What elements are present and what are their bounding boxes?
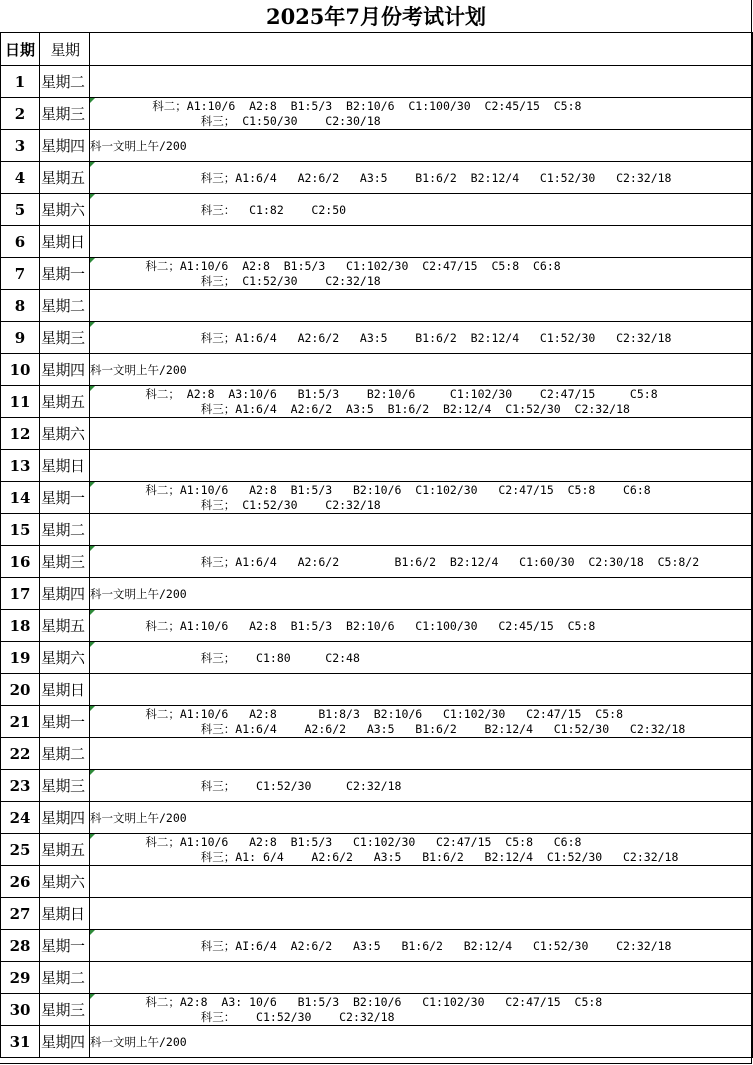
- weekday-cell[interactable]: 星期三: [40, 994, 90, 1026]
- plan-line: 科三； C1:52/30 C2:32/18: [90, 497, 381, 512]
- plan-cell[interactable]: [90, 386, 753, 418]
- table-row: [1, 290, 753, 322]
- weekday-cell[interactable]: 星期三: [40, 98, 90, 130]
- plan-cell[interactable]: [90, 290, 753, 322]
- plan-line: 科三；A1: 6/4 A2:6/2 A3:5 B1:6/2 B2:12/4 C1:52/30 C2:32/18: [90, 849, 679, 864]
- table-row: [1, 386, 753, 418]
- plan-cell[interactable]: [90, 418, 753, 450]
- plan-line: 科二；A2:8 A3: 10/6 B1:5/3 B2:10/6 C1:102/30 C2:47/15 C5:8: [90, 994, 603, 1009]
- plan-cell[interactable]: [90, 610, 753, 642]
- date-cell[interactable]: 3: [1, 130, 40, 162]
- plan-cell[interactable]: [90, 450, 753, 482]
- plan-cell[interactable]: [90, 802, 753, 834]
- plan-line: 科三： C1:82 C2:50: [90, 202, 347, 217]
- date-cell[interactable]: 22: [1, 738, 40, 770]
- plan-line: 科三；AI:6/4 A2:6/2 A3:5 B1:6/2 B2:12/4 C1:52/30 C2:32/18: [90, 938, 672, 953]
- plan-cell[interactable]: [90, 706, 753, 738]
- plan-line: 科二；A1:10/6 A2:8 B1:5/3 B2:10/6 C1:100/30 C2:45/15 C5:8: [90, 618, 596, 633]
- plan-cell[interactable]: [90, 130, 753, 162]
- table-row: [1, 322, 753, 354]
- plan-line: 科二；A1:10/6 A2:8 B1:5/3 B2:10/6 C1:100/30 C2:45/15 C5:8: [90, 98, 582, 113]
- comment-marker-icon: [90, 482, 95, 487]
- table-row: [1, 258, 753, 290]
- table-row: [1, 930, 753, 962]
- comment-marker-icon: [90, 834, 95, 839]
- comment-marker-icon: [90, 770, 95, 775]
- date-cell[interactable]: 5: [1, 194, 40, 226]
- date-cell[interactable]: 17: [1, 578, 40, 610]
- weekday-cell[interactable]: 星期日: [40, 898, 90, 930]
- weekday-cell[interactable]: 星期二: [40, 66, 90, 98]
- plan-cell[interactable]: [90, 642, 753, 674]
- weekday-cell[interactable]: 星期二: [40, 290, 90, 322]
- weekday-cell[interactable]: 星期二: [40, 514, 90, 546]
- date-cell[interactable]: 23: [1, 770, 40, 802]
- plan-line: 科一文明上午/200: [90, 810, 187, 825]
- table-row: [1, 834, 753, 866]
- plan-cell[interactable]: [90, 98, 753, 130]
- table-row: [1, 482, 753, 514]
- weekday-cell[interactable]: 星期二: [40, 962, 90, 994]
- plan-cell[interactable]: [90, 1026, 753, 1058]
- plan-cell[interactable]: [90, 962, 753, 994]
- schedule-table: [0, 32, 753, 1058]
- date-cell[interactable]: 27: [1, 898, 40, 930]
- date-cell[interactable]: 30: [1, 994, 40, 1026]
- page-title: 2025年7月份考试计划: [0, 0, 752, 33]
- table-row: [1, 994, 753, 1026]
- table-row: [1, 802, 753, 834]
- date-cell[interactable]: 14: [1, 482, 40, 514]
- date-cell[interactable]: 13: [1, 450, 40, 482]
- schedule-table-body: [1, 33, 753, 1058]
- comment-marker-icon: [90, 162, 95, 167]
- date-cell[interactable]: 31: [1, 1026, 40, 1058]
- date-cell[interactable]: 7: [1, 258, 40, 290]
- weekday-cell[interactable]: 星期一: [40, 482, 90, 514]
- table-row: [1, 706, 753, 738]
- table-row: [1, 610, 753, 642]
- date-cell[interactable]: 1: [1, 66, 40, 98]
- date-cell[interactable]: 18: [1, 610, 40, 642]
- date-cell[interactable]: 10: [1, 354, 40, 386]
- weekday-cell[interactable]: 星期六: [40, 194, 90, 226]
- comment-marker-icon: [90, 706, 95, 711]
- weekday-cell[interactable]: 星期一: [40, 706, 90, 738]
- plan-line: 科三；A1:6/4 A2:6/2 A3:5 B1:6/2 B2:12/4 C1:52/30 C2:32/18: [90, 401, 630, 416]
- table-row: [1, 450, 753, 482]
- plan-line: 科一文明上午/200: [90, 362, 187, 377]
- date-cell[interactable]: 2: [1, 98, 40, 130]
- header-plan[interactable]: [90, 33, 753, 66]
- weekday-cell[interactable]: 星期日: [40, 674, 90, 706]
- plan-cell[interactable]: [90, 322, 753, 354]
- comment-marker-icon: [90, 546, 95, 551]
- table-row: [1, 866, 753, 898]
- date-cell[interactable]: 24: [1, 802, 40, 834]
- plan-line: 科一文明上午/200: [90, 1034, 187, 1049]
- table-row: [1, 130, 753, 162]
- comment-marker-icon: [90, 386, 95, 391]
- comment-marker-icon: [90, 610, 95, 615]
- weekday-cell[interactable]: 星期三: [40, 546, 90, 578]
- plan-line: 科三；A1:6/4 A2:6/2 A3:5 B1:6/2 B2:12/4 C1:52/30 C2:32/18: [90, 170, 672, 185]
- table-row: [1, 514, 753, 546]
- table-row: [1, 674, 753, 706]
- comment-marker-icon: [90, 98, 95, 103]
- weekday-cell[interactable]: 星期五: [40, 386, 90, 418]
- table-row: [1, 418, 753, 450]
- plan-line: 科二；A1:10/6 A2:8 B1:5/3 B2:10/6 C1:102/30 C2:47/15 C5:8 C6:8: [90, 482, 651, 497]
- table-row: [1, 642, 753, 674]
- weekday-cell[interactable]: 星期三: [40, 322, 90, 354]
- weekday-cell[interactable]: 星期一: [40, 930, 90, 962]
- plan-line: 科一文明上午/200: [90, 138, 187, 153]
- weekday-cell[interactable]: 星期二: [40, 738, 90, 770]
- date-cell[interactable]: 26: [1, 866, 40, 898]
- weekday-cell[interactable]: 星期六: [40, 642, 90, 674]
- plan-cell[interactable]: [90, 482, 753, 514]
- comment-marker-icon: [90, 994, 95, 999]
- plan-line: 科二；A1:10/6 A2:8 B1:5/3 C1:102/30 C2:47/15 C5:8 C6:8: [90, 834, 582, 849]
- date-cell[interactable]: 20: [1, 674, 40, 706]
- date-cell[interactable]: 19: [1, 642, 40, 674]
- header-weekday[interactable]: 星期: [40, 33, 90, 66]
- plan-line: 科三；A1:6/4 A2:6/2 B1:6/2 B2:12/4 C1:60/30 C2:30/18 C5:8/2: [90, 554, 700, 569]
- date-cell[interactable]: 15: [1, 514, 40, 546]
- plan-cell[interactable]: [90, 354, 753, 386]
- plan-cell[interactable]: [90, 546, 753, 578]
- date-cell[interactable]: 9: [1, 322, 40, 354]
- plan-line: 科三； C1:50/30 C2:30/18: [90, 113, 381, 128]
- table-row: [1, 770, 753, 802]
- plan-cell[interactable]: [90, 898, 753, 930]
- table-row: [1, 898, 753, 930]
- table-row: [1, 578, 753, 610]
- comment-marker-icon: [90, 930, 95, 935]
- weekday-cell[interactable]: 星期四: [40, 578, 90, 610]
- plan-cell[interactable]: [90, 770, 753, 802]
- plan-line: 科二； A2:8 A3:10/6 B1:5/3 B2:10/6 C1:102/30 C2:47/15 C5:8: [90, 386, 658, 401]
- weekday-cell[interactable]: 星期五: [40, 834, 90, 866]
- header-row: [1, 33, 753, 66]
- header-date[interactable]: 日期: [1, 33, 40, 66]
- plan-cell[interactable]: [90, 514, 753, 546]
- weekday-cell[interactable]: 星期五: [40, 162, 90, 194]
- weekday-cell[interactable]: 星期六: [40, 866, 90, 898]
- table-row: [1, 354, 753, 386]
- table-row: [1, 194, 753, 226]
- weekday-cell[interactable]: 星期六: [40, 418, 90, 450]
- date-cell[interactable]: 29: [1, 962, 40, 994]
- weekday-cell[interactable]: 星期四: [40, 130, 90, 162]
- weekday-cell[interactable]: 星期日: [40, 450, 90, 482]
- plan-cell[interactable]: [90, 994, 753, 1026]
- plan-cell[interactable]: [90, 738, 753, 770]
- plan-line: 科三： C1:52/30 C2:32/18: [90, 1009, 395, 1024]
- date-cell[interactable]: 28: [1, 930, 40, 962]
- plan-cell[interactable]: [90, 66, 753, 98]
- table-row: [1, 98, 753, 130]
- plan-cell[interactable]: [90, 258, 753, 290]
- table-row: [1, 66, 753, 98]
- plan-cell[interactable]: [90, 866, 753, 898]
- comment-marker-icon: [90, 322, 95, 327]
- plan-cell[interactable]: [90, 930, 753, 962]
- comment-marker-icon: [90, 194, 95, 199]
- plan-line: 科二；A1:10/6 A2:8 B1:8/3 B2:10/6 C1:102/30 C2:47/15 C5:8: [90, 706, 623, 721]
- table-row: [1, 162, 753, 194]
- plan-line: 科三；A1:6/4 A2:6/2 A3:5 B1:6/2 B2:12/4 C1:52/30 C2:32/18: [90, 330, 672, 345]
- comment-marker-icon: [90, 642, 95, 647]
- weekday-cell[interactable]: 星期四: [40, 1026, 90, 1058]
- date-cell[interactable]: 16: [1, 546, 40, 578]
- plan-line: 科三：A1:6/4 A2:6/2 A3:5 B1:6/2 B2:12/4 C1:52/30 C2:32/18: [90, 721, 686, 736]
- plan-cell[interactable]: [90, 226, 753, 258]
- comment-marker-icon: [90, 258, 95, 263]
- date-cell[interactable]: 6: [1, 226, 40, 258]
- date-cell[interactable]: 25: [1, 834, 40, 866]
- date-cell[interactable]: 4: [1, 162, 40, 194]
- table-row: [1, 226, 753, 258]
- table-row: [1, 962, 753, 994]
- table-row: [1, 738, 753, 770]
- table-row: [1, 1026, 753, 1058]
- plan-cell[interactable]: [90, 194, 753, 226]
- weekday-cell[interactable]: 星期五: [40, 610, 90, 642]
- plan-cell[interactable]: [90, 578, 753, 610]
- plan-line: 科三； C1:52/30 C2:32/18: [90, 273, 381, 288]
- plan-cell[interactable]: [90, 834, 753, 866]
- table-row: [1, 546, 753, 578]
- date-cell[interactable]: 21: [1, 706, 40, 738]
- plan-cell[interactable]: [90, 674, 753, 706]
- weekday-cell[interactable]: 星期三: [40, 770, 90, 802]
- weekday-cell[interactable]: 星期四: [40, 802, 90, 834]
- plan-line: 科三； C1:52/30 C2:32/18: [90, 778, 402, 793]
- plan-cell[interactable]: [90, 162, 753, 194]
- date-cell[interactable]: 11: [1, 386, 40, 418]
- weekday-cell[interactable]: 星期四: [40, 354, 90, 386]
- date-cell[interactable]: 12: [1, 418, 40, 450]
- plan-line: 科三； C1:80 C2:48: [90, 650, 360, 665]
- plan-line: 科一文明上午/200: [90, 586, 187, 601]
- weekday-cell[interactable]: 星期一: [40, 258, 90, 290]
- plan-line: 科二；A1:10/6 A2:8 B1:5/3 C1:102/30 C2:47/15 C5:8 C6:8: [90, 258, 561, 273]
- weekday-cell[interactable]: 星期日: [40, 226, 90, 258]
- date-cell[interactable]: 8: [1, 290, 40, 322]
